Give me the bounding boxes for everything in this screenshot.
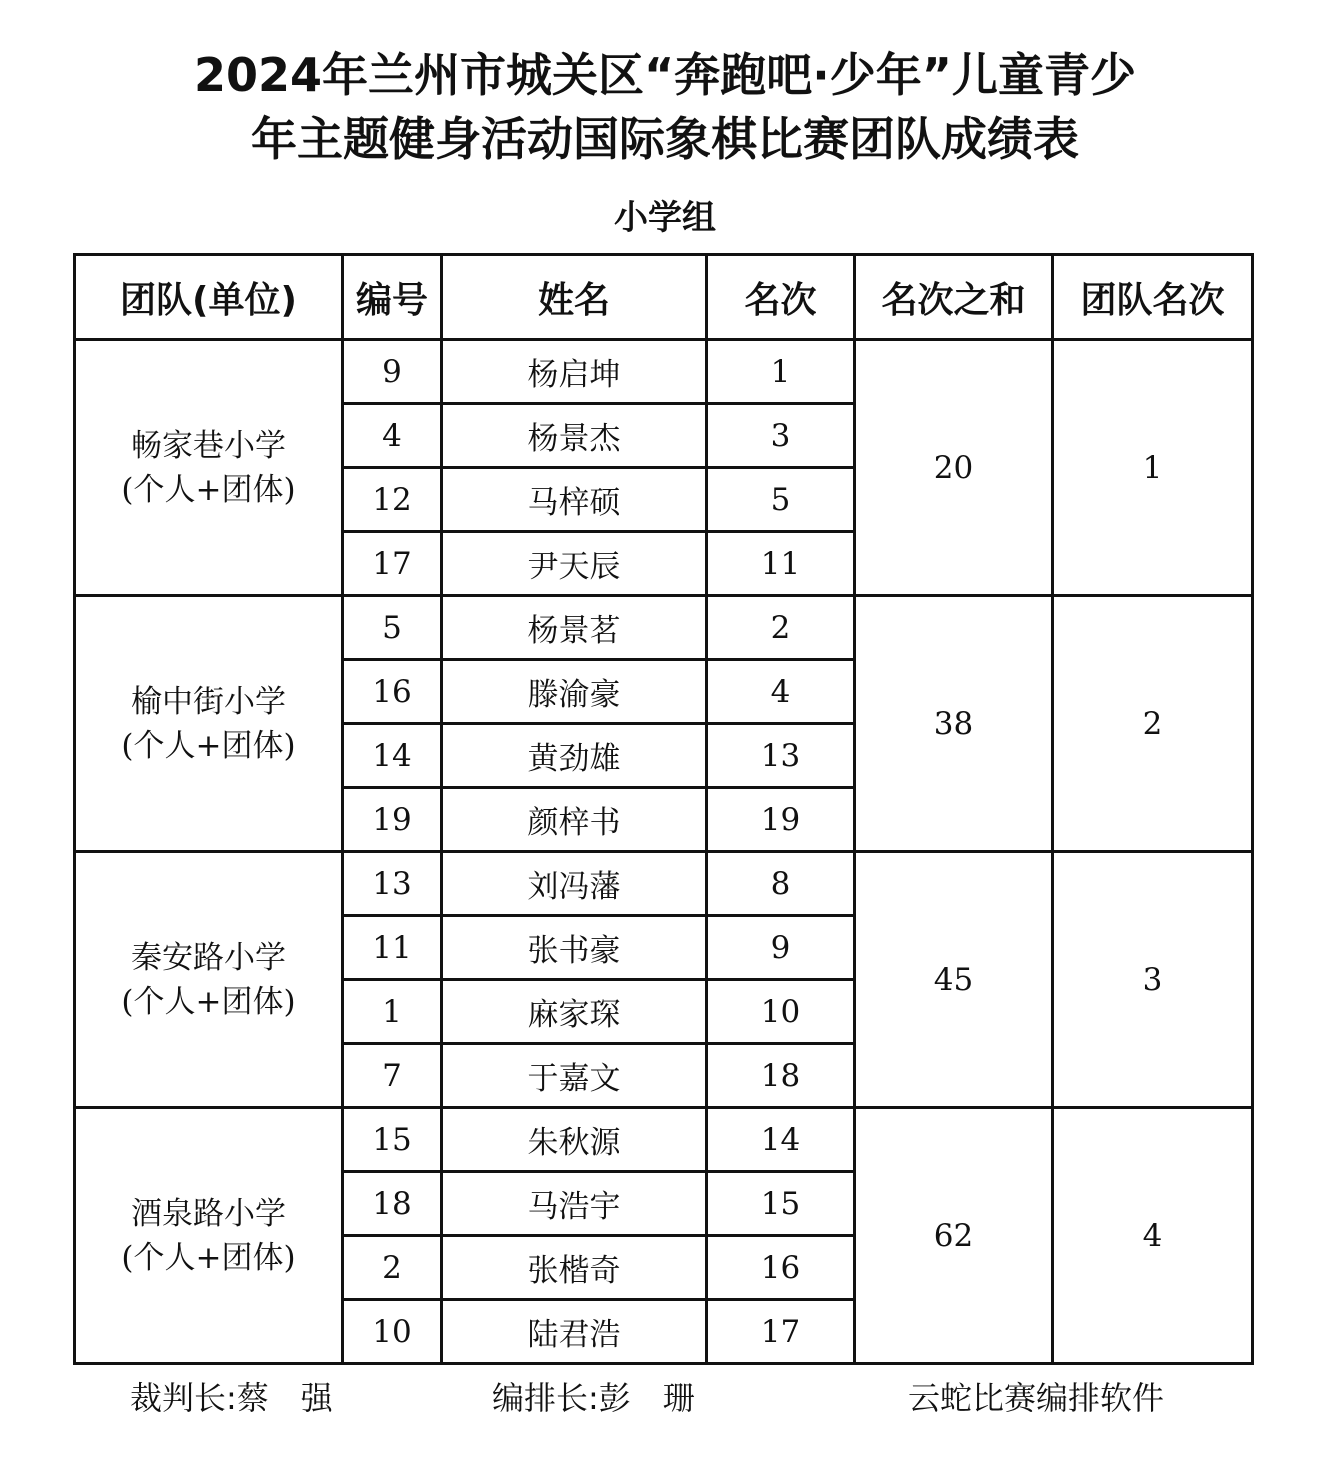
player-rank: 2 <box>707 596 855 660</box>
table-row <box>75 340 1253 404</box>
group-subtitle: 小学组 <box>614 198 716 238</box>
player-rank: 11 <box>707 532 855 596</box>
player-number: 5 <box>343 596 442 660</box>
player-number: 16 <box>343 660 442 724</box>
header-rank: 名次 <box>707 255 855 340</box>
player-number: 17 <box>343 532 442 596</box>
player-name: 马浩宇 <box>442 1172 707 1236</box>
player-number: 1 <box>343 980 442 1044</box>
team-unit-name: 酒泉路小学 <box>131 1195 286 1232</box>
team-rank: 2 <box>1053 596 1253 852</box>
team-unit-cell <box>75 596 343 852</box>
page-title-line-2: 年主题健身活动国际象棋比赛团队成绩表 <box>251 112 1079 166</box>
player-name: 黄劲雄 <box>442 724 707 788</box>
player-name: 尹天辰 <box>442 532 707 596</box>
team-rank: 3 <box>1053 852 1253 1108</box>
player-number: 10 <box>343 1300 442 1364</box>
team-unit-name: 秦安路小学 <box>131 939 286 976</box>
player-name: 杨景杰 <box>442 404 707 468</box>
player-name: 杨景茗 <box>442 596 707 660</box>
team-unit-cell <box>75 1108 343 1364</box>
team-rank-sum: 38 <box>855 596 1053 852</box>
player-name: 马梓硕 <box>442 468 707 532</box>
team-rank-sum: 20 <box>855 340 1053 596</box>
player-rank: 5 <box>707 468 855 532</box>
table-row <box>75 852 1253 916</box>
player-name: 滕渝豪 <box>442 660 707 724</box>
team-unit-cell <box>75 852 343 1108</box>
table-row <box>75 596 1253 660</box>
team-rank: 1 <box>1053 340 1253 596</box>
team-unit-type: (个人+团体) <box>121 983 296 1020</box>
player-number: 12 <box>343 468 442 532</box>
team-unit-name: 畅家巷小学 <box>131 427 286 464</box>
team-results-table <box>73 253 1254 1365</box>
team-unit-type: (个人+团体) <box>121 727 296 764</box>
player-number: 14 <box>343 724 442 788</box>
table-row <box>75 1108 1253 1172</box>
player-number: 2 <box>343 1236 442 1300</box>
player-number: 18 <box>343 1172 442 1236</box>
team-unit-type: (个人+团体) <box>121 471 296 508</box>
player-rank: 17 <box>707 1300 855 1364</box>
header-rank-sum: 名次之和 <box>855 255 1053 340</box>
chief-arranger: 编排长:彭 珊 <box>492 1379 695 1417</box>
player-rank: 8 <box>707 852 855 916</box>
header-row <box>75 255 1253 340</box>
header-unit: 团队(单位) <box>75 255 343 340</box>
team-rank: 4 <box>1053 1108 1253 1364</box>
player-name: 麻家琛 <box>442 980 707 1044</box>
team-unit-name: 榆中街小学 <box>131 683 286 720</box>
player-number: 9 <box>343 340 442 404</box>
player-number: 19 <box>343 788 442 852</box>
chief-referee: 裁判长:蔡 强 <box>130 1379 333 1417</box>
player-rank: 18 <box>707 1044 855 1108</box>
player-name: 杨启坤 <box>442 340 707 404</box>
player-name: 于嘉文 <box>442 1044 707 1108</box>
player-rank: 4 <box>707 660 855 724</box>
team-rank-sum: 45 <box>855 852 1053 1108</box>
team-rank-sum: 62 <box>855 1108 1053 1364</box>
player-number: 11 <box>343 916 442 980</box>
player-number: 7 <box>343 1044 442 1108</box>
player-name: 刘冯藩 <box>442 852 707 916</box>
player-number: 4 <box>343 404 442 468</box>
player-rank: 13 <box>707 724 855 788</box>
page-title-line-1: 2024年兰州市城关区“奔跑吧·少年”儿童青少 <box>194 48 1136 102</box>
header-team-rank: 团队名次 <box>1053 255 1253 340</box>
player-rank: 19 <box>707 788 855 852</box>
team-unit-cell <box>75 340 343 596</box>
player-rank: 1 <box>707 340 855 404</box>
player-number: 15 <box>343 1108 442 1172</box>
software-credit: 云蛇比赛编排软件 <box>908 1379 1165 1417</box>
header-number: 编号 <box>343 255 442 340</box>
player-rank: 14 <box>707 1108 855 1172</box>
player-rank: 9 <box>707 916 855 980</box>
player-number: 13 <box>343 852 442 916</box>
player-name: 张楷奇 <box>442 1236 707 1300</box>
player-name: 张书豪 <box>442 916 707 980</box>
player-rank: 10 <box>707 980 855 1044</box>
header-name: 姓名 <box>442 255 707 340</box>
team-unit-type: (个人+团体) <box>121 1239 296 1276</box>
player-name: 颜梓书 <box>442 788 707 852</box>
player-name: 陆君浩 <box>442 1300 707 1364</box>
player-name: 朱秋源 <box>442 1108 707 1172</box>
player-rank: 16 <box>707 1236 855 1300</box>
player-rank: 15 <box>707 1172 855 1236</box>
player-rank: 3 <box>707 404 855 468</box>
